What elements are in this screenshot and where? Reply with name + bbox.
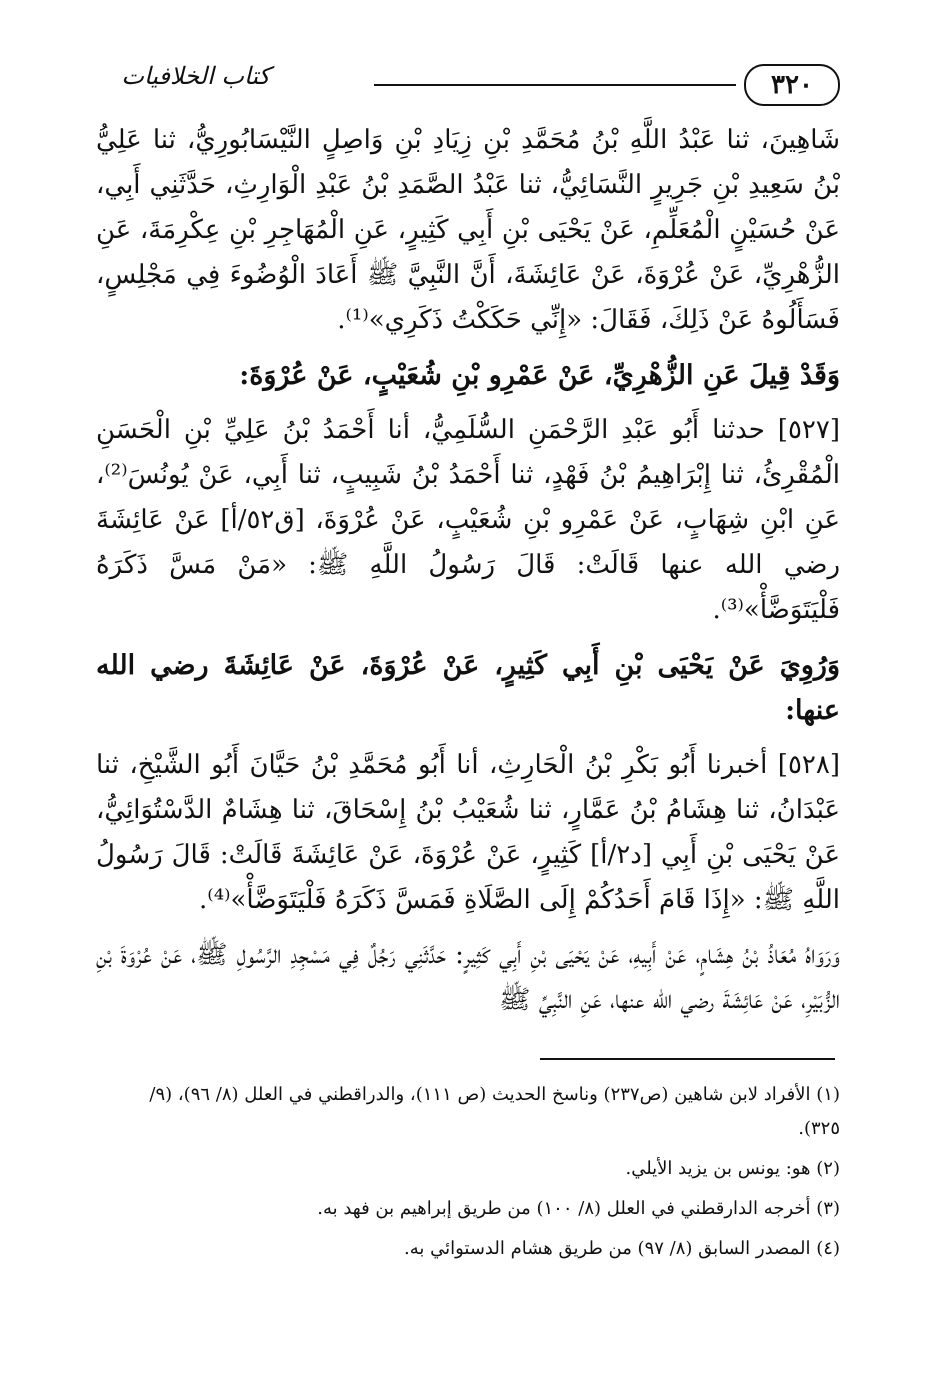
section-heading-2: وَرُوِيَ عَنْ يَحْيَى بْنِ أَبِي كَثِيرٍ، عَنْ عُرْوَةَ، عَنْ عَائِشَةَ رضي الله عنها: [96, 650, 840, 726]
footnotes [110, 1078, 840, 1272]
footnote-4: (٤) المصدر السابق (٨/ ٩٧) من طريق هشام الدستوائي به. [404, 1238, 840, 1259]
paragraph-continued: وَرَوَاهُ مُعَاذُ بْنُ هِشَامٍ، عَنْ أَبِيهِ، عَنْ يَحْيَى بْنِ أَبِي كَثِيرٍ: حَدَّثَنِي رَجُلٌ فِي مَسْجِدِ الرَّسُولِ ﷺ، عَنْ عُرْوَةَ بْنِ الزُّبَيْرِ، عَنْ عَائِشَةَ رضي الله عنها، عَنِ النَّبِيِّ ﷺ [96, 940, 841, 1015]
header-rule [374, 84, 736, 86]
footnote-1: (١) الأفراد لابن شاهين (ص٢٣٧) وناسخ الحديث (ص ١١١)، والدراقطني في العلل (٨/ ٩٦)، (٩/ ٣٢٥). [149, 1084, 840, 1139]
paragraph-1: شَاهِينَ، ثنا عَبْدُ اللَّهِ بْنُ مُحَمَّدِ بْنِ زِيَادِ بْنِ وَاصِلٍ النَّيْسَابُورِيُّ، ثنا عَلِيُّ بْنُ سَعِيدِ بْنِ جَرِيرٍ النَّسَائِيُّ، ثنا عَبْدُ الصَّمَدِ بْنُ عَبْدِ الْوَارِثِ، حَدَّثَنِي أَبِي، عَنْ حُسَيْنٍ الْمُعَلِّمِ، عَنْ يَحْيَى بْنِ أَبِي كَثِيرٍ، عَنِ الْمُهَاجِرِ بْنِ عِكْرِمَةَ، عَنِ الزُّهْرِيِّ، عَنْ عُرْوَةَ، عَنْ عَائِشَةَ، أَنَّ النَّبِيَّ ﷺ أَعَادَ الْوُضُوءَ فِي مَجْلِسٍ، فَسَأَلُوهُ عَنْ ذَلِكَ، فَقَالَ: «إِنِّي حَكَكْتُ ذَكَرِي»⁽¹⁾. [96, 125, 840, 335]
hadith-528: [٥٢٨] أخبرنا أَبُو بَكْرِ بْنُ الْحَارِثِ، أنا أَبُو مُحَمَّدِ بْنُ حَيَّانَ أَبُو الشَّيْخِ، ثنا عَبْدَانُ، ثنا هِشَامُ بْنُ عَمَّارٍ، ثنا شُعَيْبُ بْنُ إِسْحَاقَ، ثنا هِشَامٌ الدَّسْتُوَائِيُّ، عَنْ يَحْيَى بْنِ أَبِي [د٢/أ] كَثِيرٍ، عَنْ عُرْوَةَ، عَنْ عَائِشَةَ قَالَتْ: قَالَ رَسُولُ اللَّهِ ﷺ: «إِذَا قَامَ أَحَدُكُمْ إِلَى الصَّلَاةِ فَمَسَّ ذَكَرَهُ فَلْيَتَوَضَّأْ»⁽⁴⁾. [96, 750, 840, 915]
main-text [96, 118, 840, 1033]
page-number: ٣٢٠ [744, 64, 840, 106]
footnote-3: (٣) أخرجه الدارقطني في العلل (٨/ ١٠٠) من طريق إبراهيم بن فهد به. [317, 1198, 840, 1219]
book-title: كتاب الخلافيات [121, 62, 270, 90]
section-heading-1: وَقَدْ قِيلَ عَنِ الزُّهْرِيِّ، عَنْ عَمْرِو بْنِ شُعَيْبٍ، عَنْ عُرْوَةَ: [239, 360, 840, 391]
hadith-527: [٥٢٧] حدثنا أَبُو عَبْدِ الرَّحْمَنِ السُّلَمِيُّ، أنا أَحْمَدُ بْنُ عَلِيِّ بْنِ الْحَسَنِ الْمُقْرِئُ، ثنا إِبْرَاهِيمُ بْنُ فَهْدٍ، ثنا أَحْمَدُ بْنُ شَبِيبٍ، ثنا أَبِي، عَنْ يُونُسَ⁽²⁾، عَنِ ابْنِ شِهَابٍ، عَنْ عَمْرِو بْنِ شُعَيْبٍ، عَنْ عُرْوَةَ، [ق٥٢/أ] عَنْ عَائِشَةَ رضي الله عنها قَالَتْ: قَالَ رَسُولُ اللَّهِ ﷺ: «مَنْ مَسَّ ذَكَرَهُ فَلْيَتَوَضَّأْ»⁽³⁾. [96, 415, 840, 625]
footnote-2: (٢) هو: يونس بن يزيد الأيلي. [625, 1158, 840, 1179]
page-header [100, 58, 840, 114]
footnote-rule [540, 1058, 835, 1060]
